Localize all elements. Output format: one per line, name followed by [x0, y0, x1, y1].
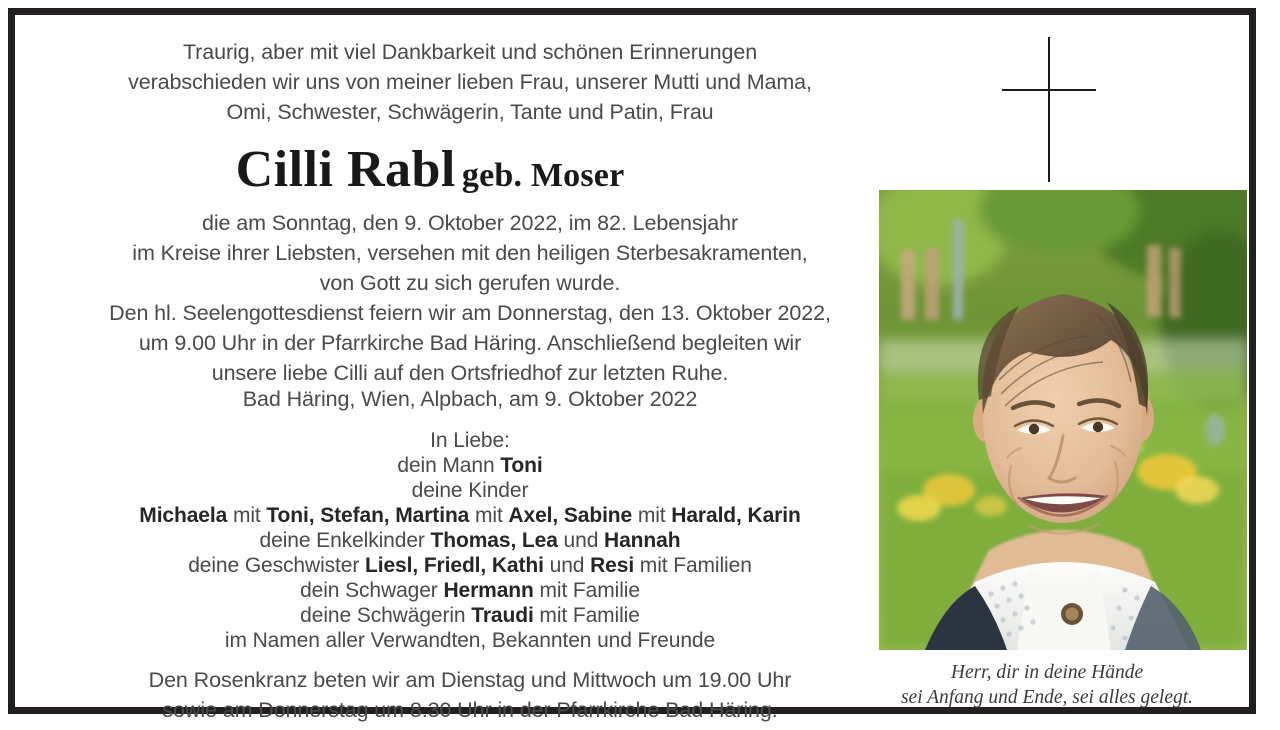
intro-line: verabschieden wir uns von meiner lieben Frau, unserer Mutti und Mama,: [128, 70, 812, 94]
death-line: die am Sonntag, den 9. Oktober 2022, im 82. Lebensjahr: [201, 211, 739, 235]
deceased-name-main: Cilli Rabl: [235, 141, 456, 198]
family-line: dein Mann Toni: [397, 454, 543, 477]
service-line: unsere liebe Cilli auf den Ortsfriedhof zur letzten Ruhe.: [211, 361, 729, 385]
caption-line: sei Anfang und Ende, sei alles gelegt.: [900, 687, 1194, 708]
photo-caption: [845, 660, 1249, 710]
portrait-photo-image: [879, 190, 1247, 650]
family-line: deine Kinder: [411, 479, 529, 502]
obituary-notice-card: [8, 8, 1256, 722]
notice-inner: [15, 15, 1249, 722]
portrait-photo: [879, 190, 1247, 650]
family-line: deine Enkelkinder Thomas, Lea und Hannah: [259, 529, 681, 552]
death-paragraph: [15, 208, 925, 298]
family-line: Michaela mit Toni, Stefan, Martina mit Axel, Sabine mit Harald, Karin: [139, 504, 801, 527]
latin-cross-icon: [1048, 37, 1050, 182]
family-line: deine Geschwister Liesl, Friedl, Kathi und Resi mit Familien: [188, 554, 752, 577]
family-line: im Namen aller Verwandten, Bekannten und Freunde: [224, 629, 716, 652]
rosary-line: Den Rosenkranz beten wir am Dienstag und Mittwoch um 19.00 Uhr: [148, 668, 792, 692]
notice-text-column: [15, 15, 845, 722]
rosary-paragraph: [15, 665, 925, 725]
intro-line: Omi, Schwester, Schwägerin, Tante und Patin, Frau: [226, 100, 714, 124]
family-list: [15, 428, 925, 653]
caption-line: Herr, dir in deine Hände: [950, 662, 1144, 683]
notice-right-column: [845, 15, 1249, 707]
service-line: Den hl. Seelengottesdienst feiern wir am Donnerstag, den 13. Oktober 2022,: [109, 301, 831, 325]
intro-paragraph: [15, 37, 925, 127]
family-line: deine Schwägerin Traudi mit Familie: [300, 604, 640, 627]
family-heading: In Liebe:: [430, 429, 510, 452]
service-line: um 9.00 Uhr in der Pfarrkirche Bad Häring. Anschließend begleiten wir: [138, 331, 802, 355]
deceased-name-maiden: geb. Moser: [461, 157, 625, 194]
rosary-line: sowie am Donnerstag um 8.30 Uhr in der Pfarrkirche Bad Häring.: [162, 698, 778, 722]
death-line: von Gott zu sich gerufen wurde.: [319, 271, 621, 295]
deceased-name: [15, 140, 845, 199]
service-paragraph: [15, 298, 925, 388]
places-line: Bad Häring, Wien, Alpbach, am 9. Oktober 2022: [242, 387, 698, 411]
intro-line: Traurig, aber mit viel Dankbarkeit und schönen Erinnerungen: [182, 40, 758, 64]
family-line: dein Schwager Hermann mit Familie: [300, 579, 640, 602]
death-line: im Kreise ihrer Liebsten, versehen mit den heiligen Sterbesakramenten,: [132, 241, 808, 265]
